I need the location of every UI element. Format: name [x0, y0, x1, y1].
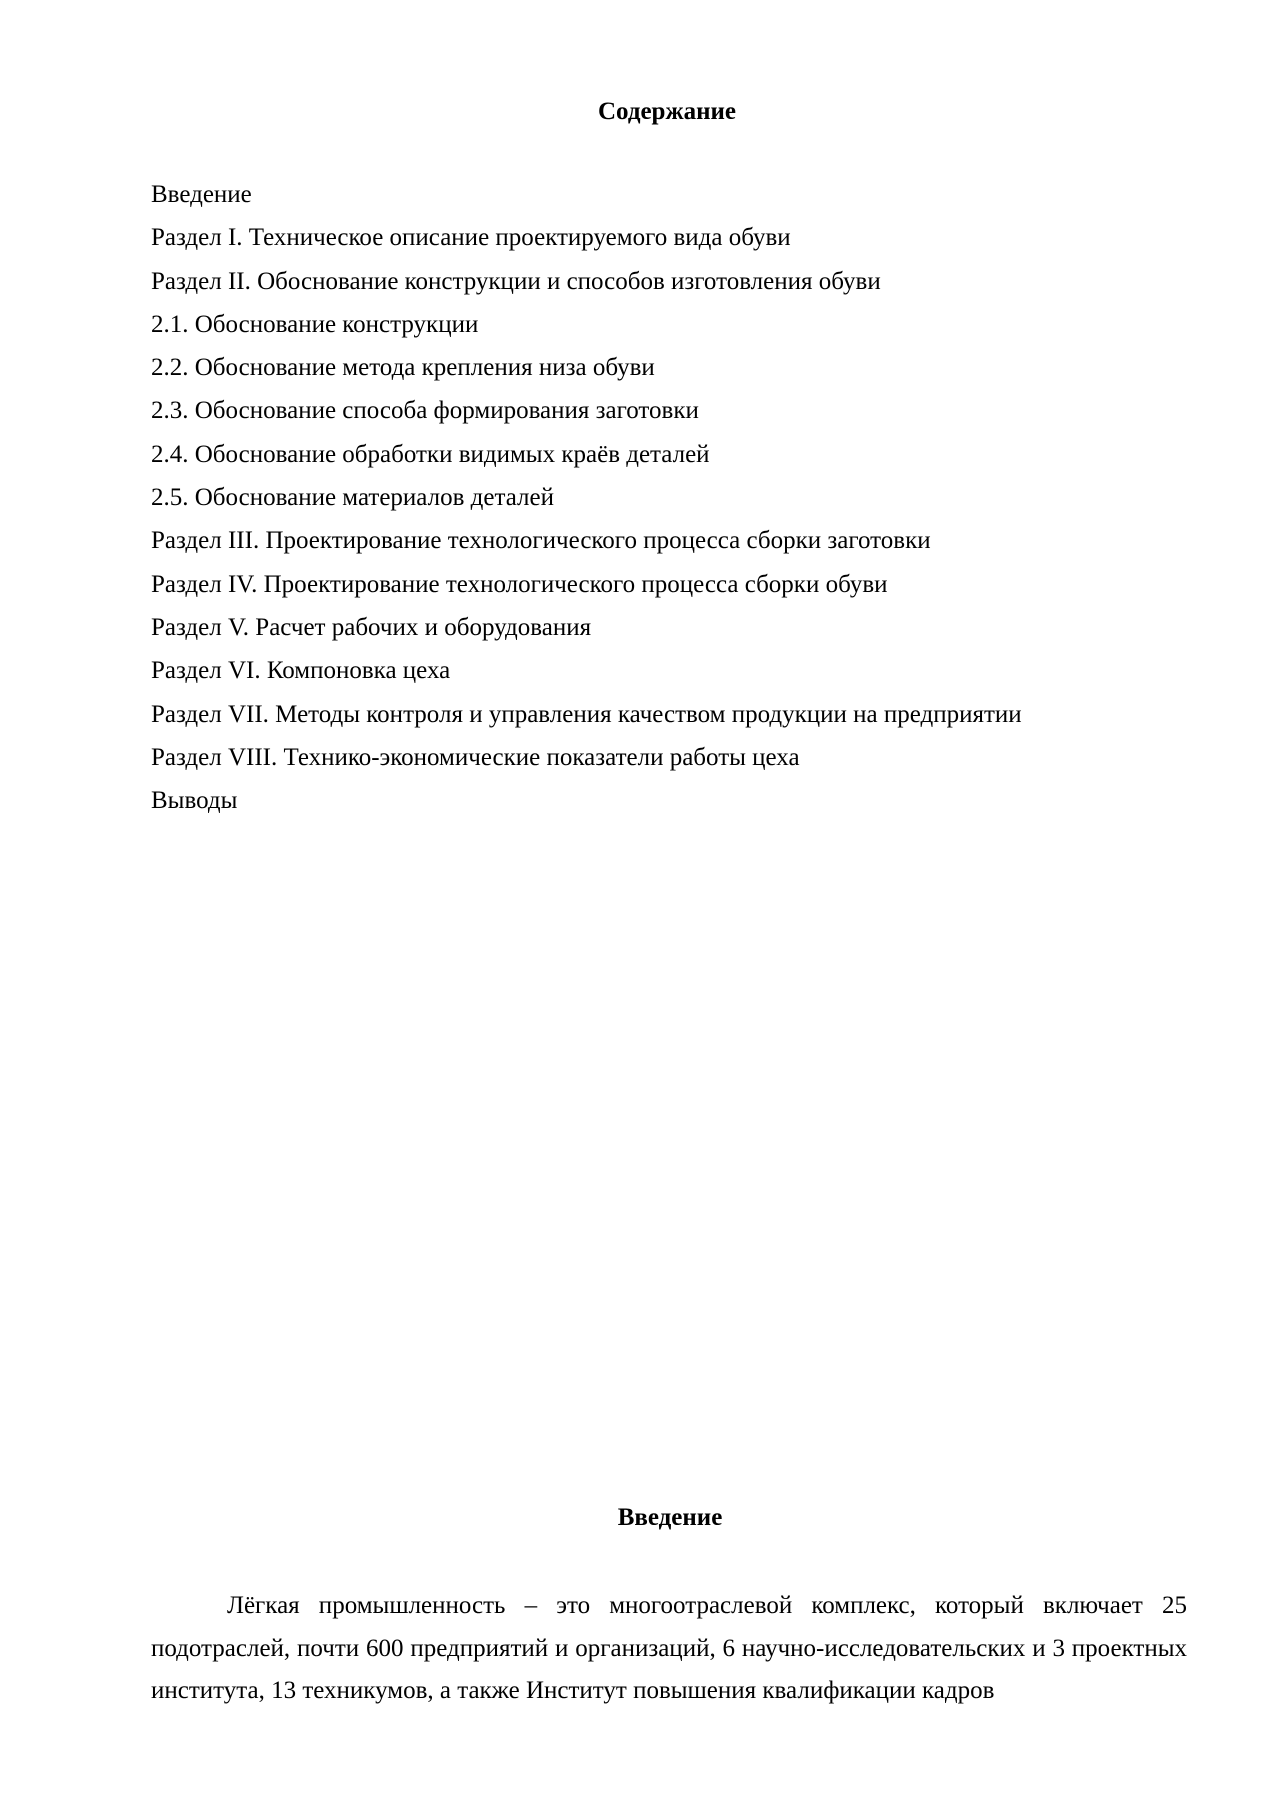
- toc-item-section-3: Раздел III. Проектирование технологического процесса сборки заготовки: [151, 527, 931, 555]
- toc-list: [151, 173, 1022, 822]
- toc-item-conclusions: Выводы: [151, 787, 238, 815]
- toc-title: Содержание: [597, 98, 736, 125]
- toc-item-2-4: 2.4. Обоснование обработки видимых краёв деталей: [151, 440, 710, 468]
- toc-item-introduction: Введение: [151, 181, 252, 208]
- toc-item-2-3: 2.3. Обоснование способа формирования заготовки: [151, 397, 699, 425]
- toc-item-section-1: Раздел I. Техническое описание проектируемого вида обуви: [151, 224, 791, 252]
- toc-item-section-4: Раздел IV. Проектирование технологического процесса сборки обуви: [151, 570, 888, 598]
- toc-item-section-6: Раздел VI. Компоновка цеха: [151, 657, 451, 685]
- toc-item-section-5: Раздел V. Расчет рабочих и оборудования: [151, 613, 592, 641]
- toc-item-2-1: 2.1. Обоснование конструкции: [151, 310, 479, 338]
- introduction-title: Введение: [617, 1504, 723, 1531]
- toc-item-section-2: Раздел II. Обоснование конструкции и способов изготовления обуви: [151, 267, 881, 295]
- toc-item-2-2: 2.2. Обоснование метода крепления низа обуви: [151, 354, 655, 382]
- toc-item-section-8: Раздел VIII. Технико-экономические показатели работы цеха: [151, 743, 800, 771]
- toc-item-2-5: 2.5. Обоснование материалов деталей: [151, 484, 554, 512]
- toc-item-section-7: Раздел VII. Методы контроля и управления качеством продукции на предприятии: [151, 700, 1022, 728]
- introduction-paragraph: Лёгкая промышленность – это многоотраслевой комплекс, который включает 25 подотраслей, почти 600 предприятий и организаций, 6 научно-исследовательских и 3 проектных института, 13 техникумов, а также Институт повышения квалификации кадров: [151, 1592, 1187, 1704]
